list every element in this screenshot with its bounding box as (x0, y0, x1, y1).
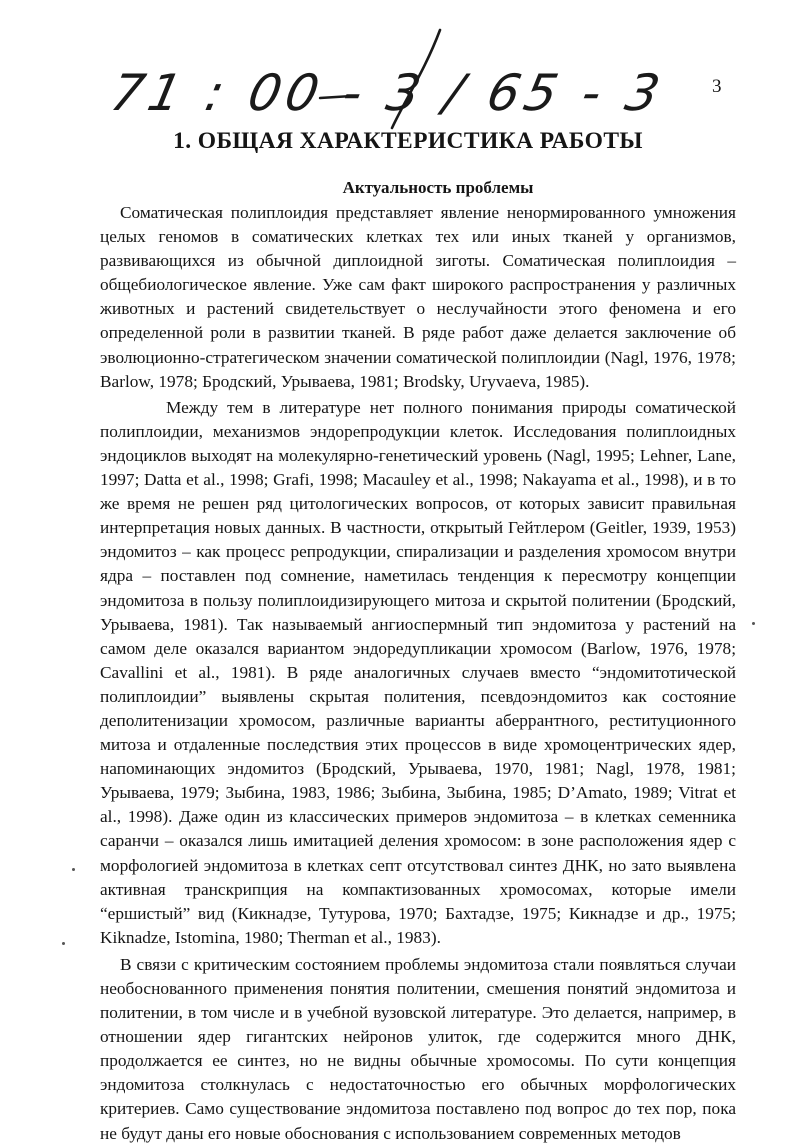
page-title (0, 128, 798, 155)
paragraph-3: В связи с критическим состоянием проблемы эндомитоза стали появляться случаи необоснованного применения понятия политении, смешения понятий эндомитоза и политении, в том числе и в учебной вузовской литературе. Это делается, например, в отношении ядер гигантских нейронов улиток, где содержится много ДНК, продолжается ее синтез, но не видны обычные хромосомы. По сути концепция эндомитоза столкнулась с недостаточностью его обычных морфологических критериев. Само существование эндомитоза поставлено под вопрос до тех пор, пока не будут даны его новые обоснования с использованием современных методов (100, 954, 736, 1143)
handwritten-note: 71 : 00 - 3 / 65 - 3 (105, 64, 670, 122)
document-body (100, 176, 736, 1146)
scan-speck (62, 942, 65, 945)
page-number: 3 (712, 76, 722, 97)
scan-speck (752, 622, 755, 625)
section-heading: Актуальность проблемы (342, 178, 534, 197)
handwritten-annotation (0, 0, 670, 130)
paragraph-2: Между тем в литературе нет полного понимания природы соматической полиплоидии, механизмов эндорепродукции клеток. Исследования полиплоидных эндоциклов выходят на молекулярно-генетический уровень (Nagl, 1995; Lehner, Lane, 1997; Datta et al., 1998; Grafi, 1998; Macauley et al., 1998; Nakayama et al., 1998), и в то же время не решен ряд цитологических вопросов, от которых зависит правильная интерпретация новых данных. В частности, открытый Гейтлером (Geitler, 1939, 1953) эндомитоз – как процесс репродукции, спирализации и разделения хромосом внутри ядра – поставлен под сомнение, наметилась тенденция к пересмотру концепции эндомитоза в пользу полиплоидизирующего митоза и скрытой политении (Бродский, Урываева, 1981). Так называемый ангиоспермный тип эндомитоза у растений на самом деле оказался вариантом эндоредупликации хромосом (Barlow, 1976, 1978; Cavallini et al., 1981). В ряде аналогичных случаев вместо “эндомитотической полиплоидии” выявлены скрытая политения, псевдоэндомитоз как состояние деполитенизации хромосом, различные варианты аберрантного, реституционного митоза и отдаленные последствия этих процессов в виде хромоцентрических ядер, напоминающих эндомитоз (Бродский, Урываева, 1970, 1981; Nagl, 1978, 1981; Урываева, 1979; Зыбина, 1983, 1986; Зыбина, Зыбина, 1985; D’Amato, 1989; Vitrat et al., 1998). Даже один из классических примеров эндомитоза – в клетках семенника саранчи – оказался лишь имитацией деления хромосом: в зоне расположения ядер с морфологией эндомитоза в клетках септ отсутствовал синтез ДНК, но зато выявлена активная транскрипция на компактизованных хромосомах, которые имели “ершистый” вид (Кикнадзе, Тутурова, 1970; Бахтадзе, 1975; Кикнадзе и др., 1975; Kiknadze, Istomina, 1980; Therman et al., 1983). (100, 397, 736, 947)
scan-speck (72, 868, 75, 871)
paragraph-1: Соматическая полиплоидия представляет явление ненормированного умножения целых геномов в соматических клетках тех или иных тканей у организмов, развивающихся из обычной диплоидной зиготы. Соматическая полиплоидия – общебиологическое явление. Уже сам факт широкого распространения у различных животных и растений свидетельствует о неслучайности этого феномена и его определенной роли в развитии тканей. В ряде работ даже делается заключение об эволюционно-стратегическом значении соматической полиплоидии (Nagl, 1976, 1978; Barlow, 1978; Бродский, Урываева, 1981; Brodsky, Uryvaeva, 1985). (100, 203, 736, 391)
page-title-text: 1. ОБЩАЯ ХАРАКТЕРИСТИКА РАБОТЫ (173, 128, 643, 154)
